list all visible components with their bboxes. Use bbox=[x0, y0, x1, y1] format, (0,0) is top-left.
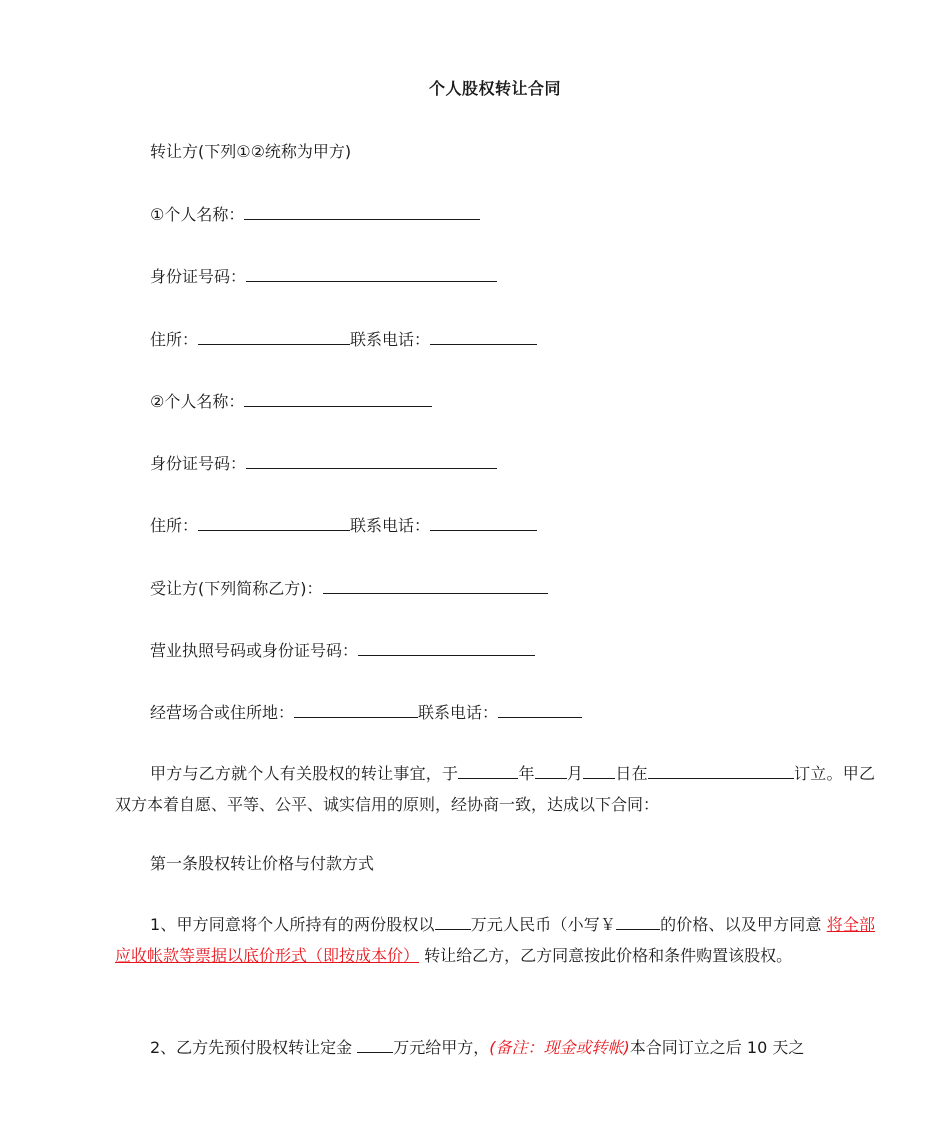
intro-text-2: 订立。甲乙双方本着自愿、平等、公平、诚实信用的原则，经协商一致，达成以下合同： bbox=[115, 764, 875, 814]
party1-phone-label: 联系电话： bbox=[350, 330, 431, 349]
transferee-line bbox=[150, 577, 548, 599]
clause2-note: (备注：现金或转帐) bbox=[489, 1038, 630, 1057]
clause1-paragraph bbox=[115, 909, 875, 971]
intro-text-1: 甲方与乙方就个人有关股权的转让事宜，于 bbox=[150, 764, 459, 783]
party2-id-label: 身份证号码： bbox=[150, 454, 247, 473]
transferee-name-blank[interactable] bbox=[323, 577, 548, 594]
transferee-phone-blank[interactable] bbox=[498, 701, 582, 718]
party1-phone-blank[interactable] bbox=[430, 328, 537, 345]
transferee-heading-label: 受让方(下列简称乙方)： bbox=[150, 579, 323, 598]
intro-day-blank[interactable] bbox=[583, 762, 615, 779]
party2-address-blank[interactable] bbox=[198, 514, 350, 531]
license-blank[interactable] bbox=[358, 639, 535, 656]
clause2-text-c: 本合同订立之后 10 天之 bbox=[629, 1038, 805, 1057]
intro-year-blank[interactable] bbox=[458, 762, 518, 779]
page-title: 个人股权转让合同 bbox=[428, 79, 561, 98]
transferor-heading: 转让方(下列①②统称为甲方) bbox=[150, 142, 352, 161]
party1-address-label: 住所： bbox=[150, 330, 199, 349]
party1-id-label: 身份证号码： bbox=[150, 267, 247, 286]
clause2-text-a: 2、乙方先预付股权转让定金 bbox=[150, 1038, 358, 1057]
party1-address-line bbox=[150, 328, 537, 350]
party2-address-line bbox=[150, 514, 537, 536]
clause1-figure-blank[interactable] bbox=[616, 913, 660, 930]
clause2-paragraph bbox=[115, 1032, 875, 1063]
clause1-amount-blank[interactable] bbox=[435, 913, 471, 930]
license-line bbox=[150, 639, 535, 661]
place-line bbox=[150, 701, 582, 723]
clause2-deposit-blank[interactable] bbox=[357, 1036, 393, 1053]
intro-month-blank[interactable] bbox=[535, 762, 567, 779]
intro-place-blank[interactable] bbox=[648, 762, 794, 779]
intro-paragraph bbox=[115, 758, 875, 820]
place-label: 经营场合或住所地： bbox=[150, 703, 295, 722]
clause1-text-c: 的价格、以及甲方同意 bbox=[659, 915, 827, 934]
party1-name-label: ①个人名称： bbox=[150, 205, 245, 224]
party1-name-line bbox=[150, 203, 480, 225]
party1-address-blank[interactable] bbox=[198, 328, 350, 345]
license-label: 营业执照号码或身份证号码： bbox=[150, 641, 359, 660]
clause1-text-d: 转让给乙方，乙方同意按此价格和条件购置该股权。 bbox=[419, 946, 793, 965]
party1-id-blank[interactable] bbox=[246, 265, 497, 282]
party2-id-blank[interactable] bbox=[246, 452, 497, 469]
intro-day-label: 日在 bbox=[615, 764, 648, 783]
party2-phone-blank[interactable] bbox=[430, 514, 537, 531]
transferee-phone-label: 联系电话： bbox=[418, 703, 499, 722]
party1-name-blank[interactable] bbox=[244, 203, 480, 220]
party2-phone-label: 联系电话： bbox=[350, 516, 431, 535]
party2-address-label: 住所： bbox=[150, 516, 199, 535]
clause1-text-b: 万元人民币（小写￥ bbox=[470, 915, 616, 934]
clause1-red-text: 将全部应收帐款等票据以底价形式（即按成本价） bbox=[115, 915, 875, 965]
party2-name-blank[interactable] bbox=[244, 390, 432, 407]
party2-name-line bbox=[150, 390, 432, 412]
party2-name-label: ②个人名称： bbox=[150, 392, 245, 411]
intro-year-label: 年 bbox=[518, 764, 535, 783]
clause2-text-b: 万元给甲方， bbox=[393, 1038, 490, 1057]
place-blank[interactable] bbox=[294, 701, 418, 718]
party2-id-line bbox=[150, 452, 497, 474]
clause1-text-a: 1、甲方同意将个人所持有的两份股权以 bbox=[150, 915, 435, 934]
intro-month-label: 月 bbox=[566, 764, 584, 783]
article1-title: 第一条股权转让价格与付款方式 bbox=[150, 854, 375, 873]
party1-id-line bbox=[150, 265, 497, 287]
